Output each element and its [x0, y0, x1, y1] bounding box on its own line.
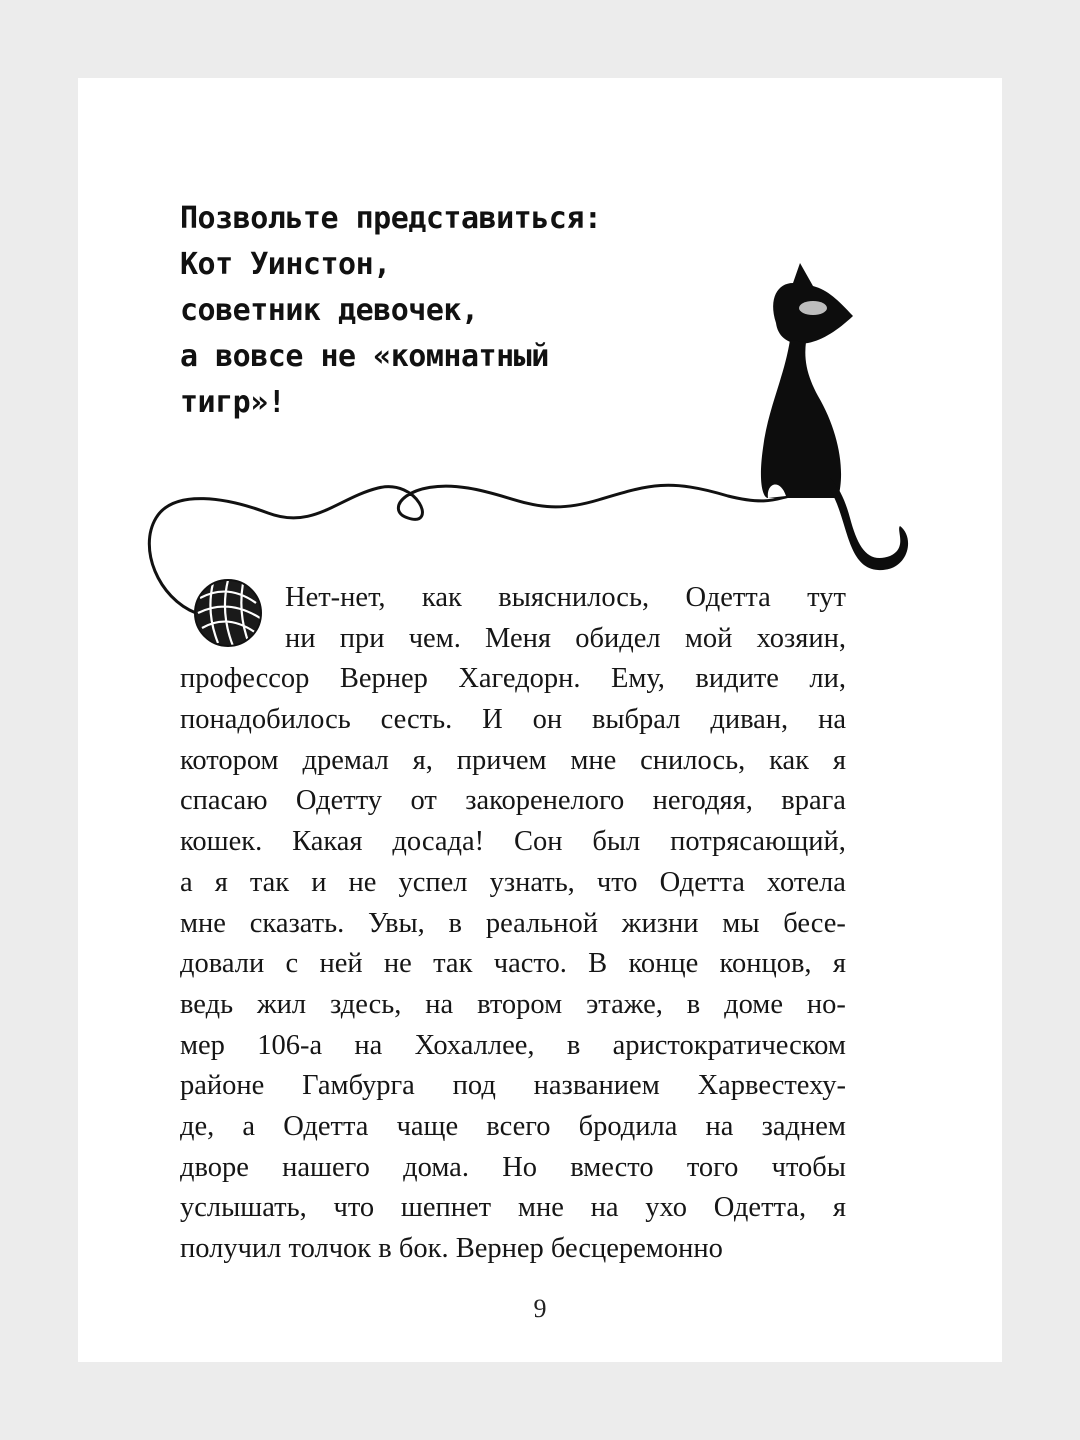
text-line: а я так и не успел узнать, что Одетта хотела: [180, 866, 846, 898]
text-line: услышать, что шепнет мне на ухо Одетта, я: [180, 1192, 846, 1224]
page-number: 9: [533, 1294, 547, 1323]
text-line: мер 106-а на Хохаллее, в аристократическом: [180, 1029, 846, 1061]
text-line: ведь жил здесь, на втором этаже, в доме но-: [180, 988, 846, 1020]
heading-line: тигр»!: [180, 385, 286, 420]
chapter-heading: [180, 196, 740, 426]
text-line: получил толчок в бок. Вернер бесцеремонно: [180, 1233, 723, 1264]
heading-line: советник девочек,: [180, 293, 479, 328]
text-line: ни при чем. Меня обидел мой хозяин,: [285, 622, 846, 654]
text-line: Нет-нет, как выяснилось, Одетта тут: [285, 582, 846, 613]
text-line: де, а Одетта чаще всего бродила на заднем: [180, 1110, 846, 1142]
heading-line: Кот Уинстон,: [180, 247, 391, 282]
text-line: спасаю Одетту от закоренелого негодяя, врага: [180, 785, 846, 817]
text-line: понадобилось сесть. И он выбрал диван, на: [180, 704, 846, 736]
text-line: профессор Вернер Хагедорн. Ему, видите ли,: [180, 663, 846, 695]
text-line: районе Гамбурга под названием Харвестеху-: [180, 1070, 846, 1102]
text-line: котором дремал я, причем мне снилось, как я: [180, 744, 846, 776]
heading-line: а вовсе не «комнатный: [180, 339, 549, 374]
text-line: мне сказать. Увы, в реальной жизни мы бесе-: [180, 907, 846, 939]
black-cat-icon: [761, 263, 908, 570]
text-line: дворе нашего дома. Но вместо того чтобы: [180, 1151, 846, 1183]
text-line: кошек. Какая досада! Сон был потрясающий,: [180, 826, 846, 858]
book-page: [78, 78, 1002, 1362]
body-text: [180, 578, 846, 1270]
heading-line: Позвольте представиться:: [180, 201, 602, 236]
text-line: довали с ней не так часто. В конце концов, я: [180, 948, 846, 980]
